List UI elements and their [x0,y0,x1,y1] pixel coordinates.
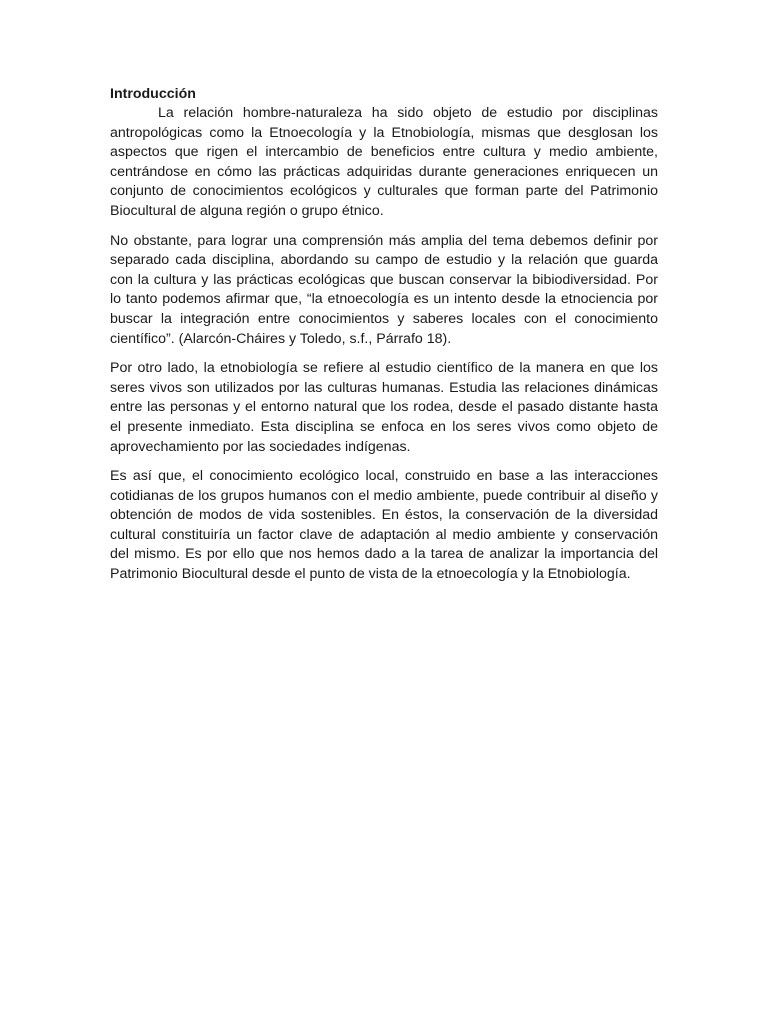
paragraph-1: La relación hombre-naturaleza ha sido objeto de estudio por disciplinas antropológicas como la Etnoecología y la Etnobiología, mismas que desglosan los aspectos que rigen el intercambio de beneficios entre cultura y medio ambiente, centrándose en cómo las prácticas adquiridas durante generaciones enriquecen un conjunto de conocimientos ecológicos y culturales que forman parte del Patrimonio Biocultural de alguna región o grupo étnico. [110,105,658,219]
paragraph-4: Es así que, el conocimiento ecológico local, construido en base a las interacciones cotidianas de los grupos humanos con el medio ambiente, puede contribuir al diseño y obtención de modos de vida sostenibles. En éstos, la conservación de la diversidad cultural constituiría un factor clave de adaptación al medio ambiente y conservación del mismo. Es por ello que nos hemos dado a la tarea de analizar la importancia del Patrimonio Biocultural desde el punto de vista de la etnoecología y la Etnobiología. [110,468,658,583]
paragraph-2: No obstante, para lograr una comprensión más amplia del tema debemos definir por separado cada disciplina, abordando su campo de estudio y la relación que guarda con la cultura y las prácticas ecológicas que buscan conservar la bibiodiversidad. Por lo tanto podemos afirmar que, “la etnoecología es un intento desde la etnociencia por buscar la integración entre conocimientos y saberes locales con el conocimiento científico”. (Alarcón-Cháires y Toledo, s.f., Párrafo 18). [110,232,658,347]
paragraph-3: Por otro lado, la etnobiología se refiere al estudio científico de la manera en que los seres vivos son utilizados por las culturas humanas. Estudia las relaciones dinámicas entre las personas y el entorno natural que los rodea, desde el pasado distante hasta el presente inmediato. Esta disciplina se enfoca en los seres vivos como objeto de aprovechamiento por las sociedades indígenas. [110,360,658,455]
section-heading: Introducción [110,86,196,102]
document-page [110,84,658,595]
